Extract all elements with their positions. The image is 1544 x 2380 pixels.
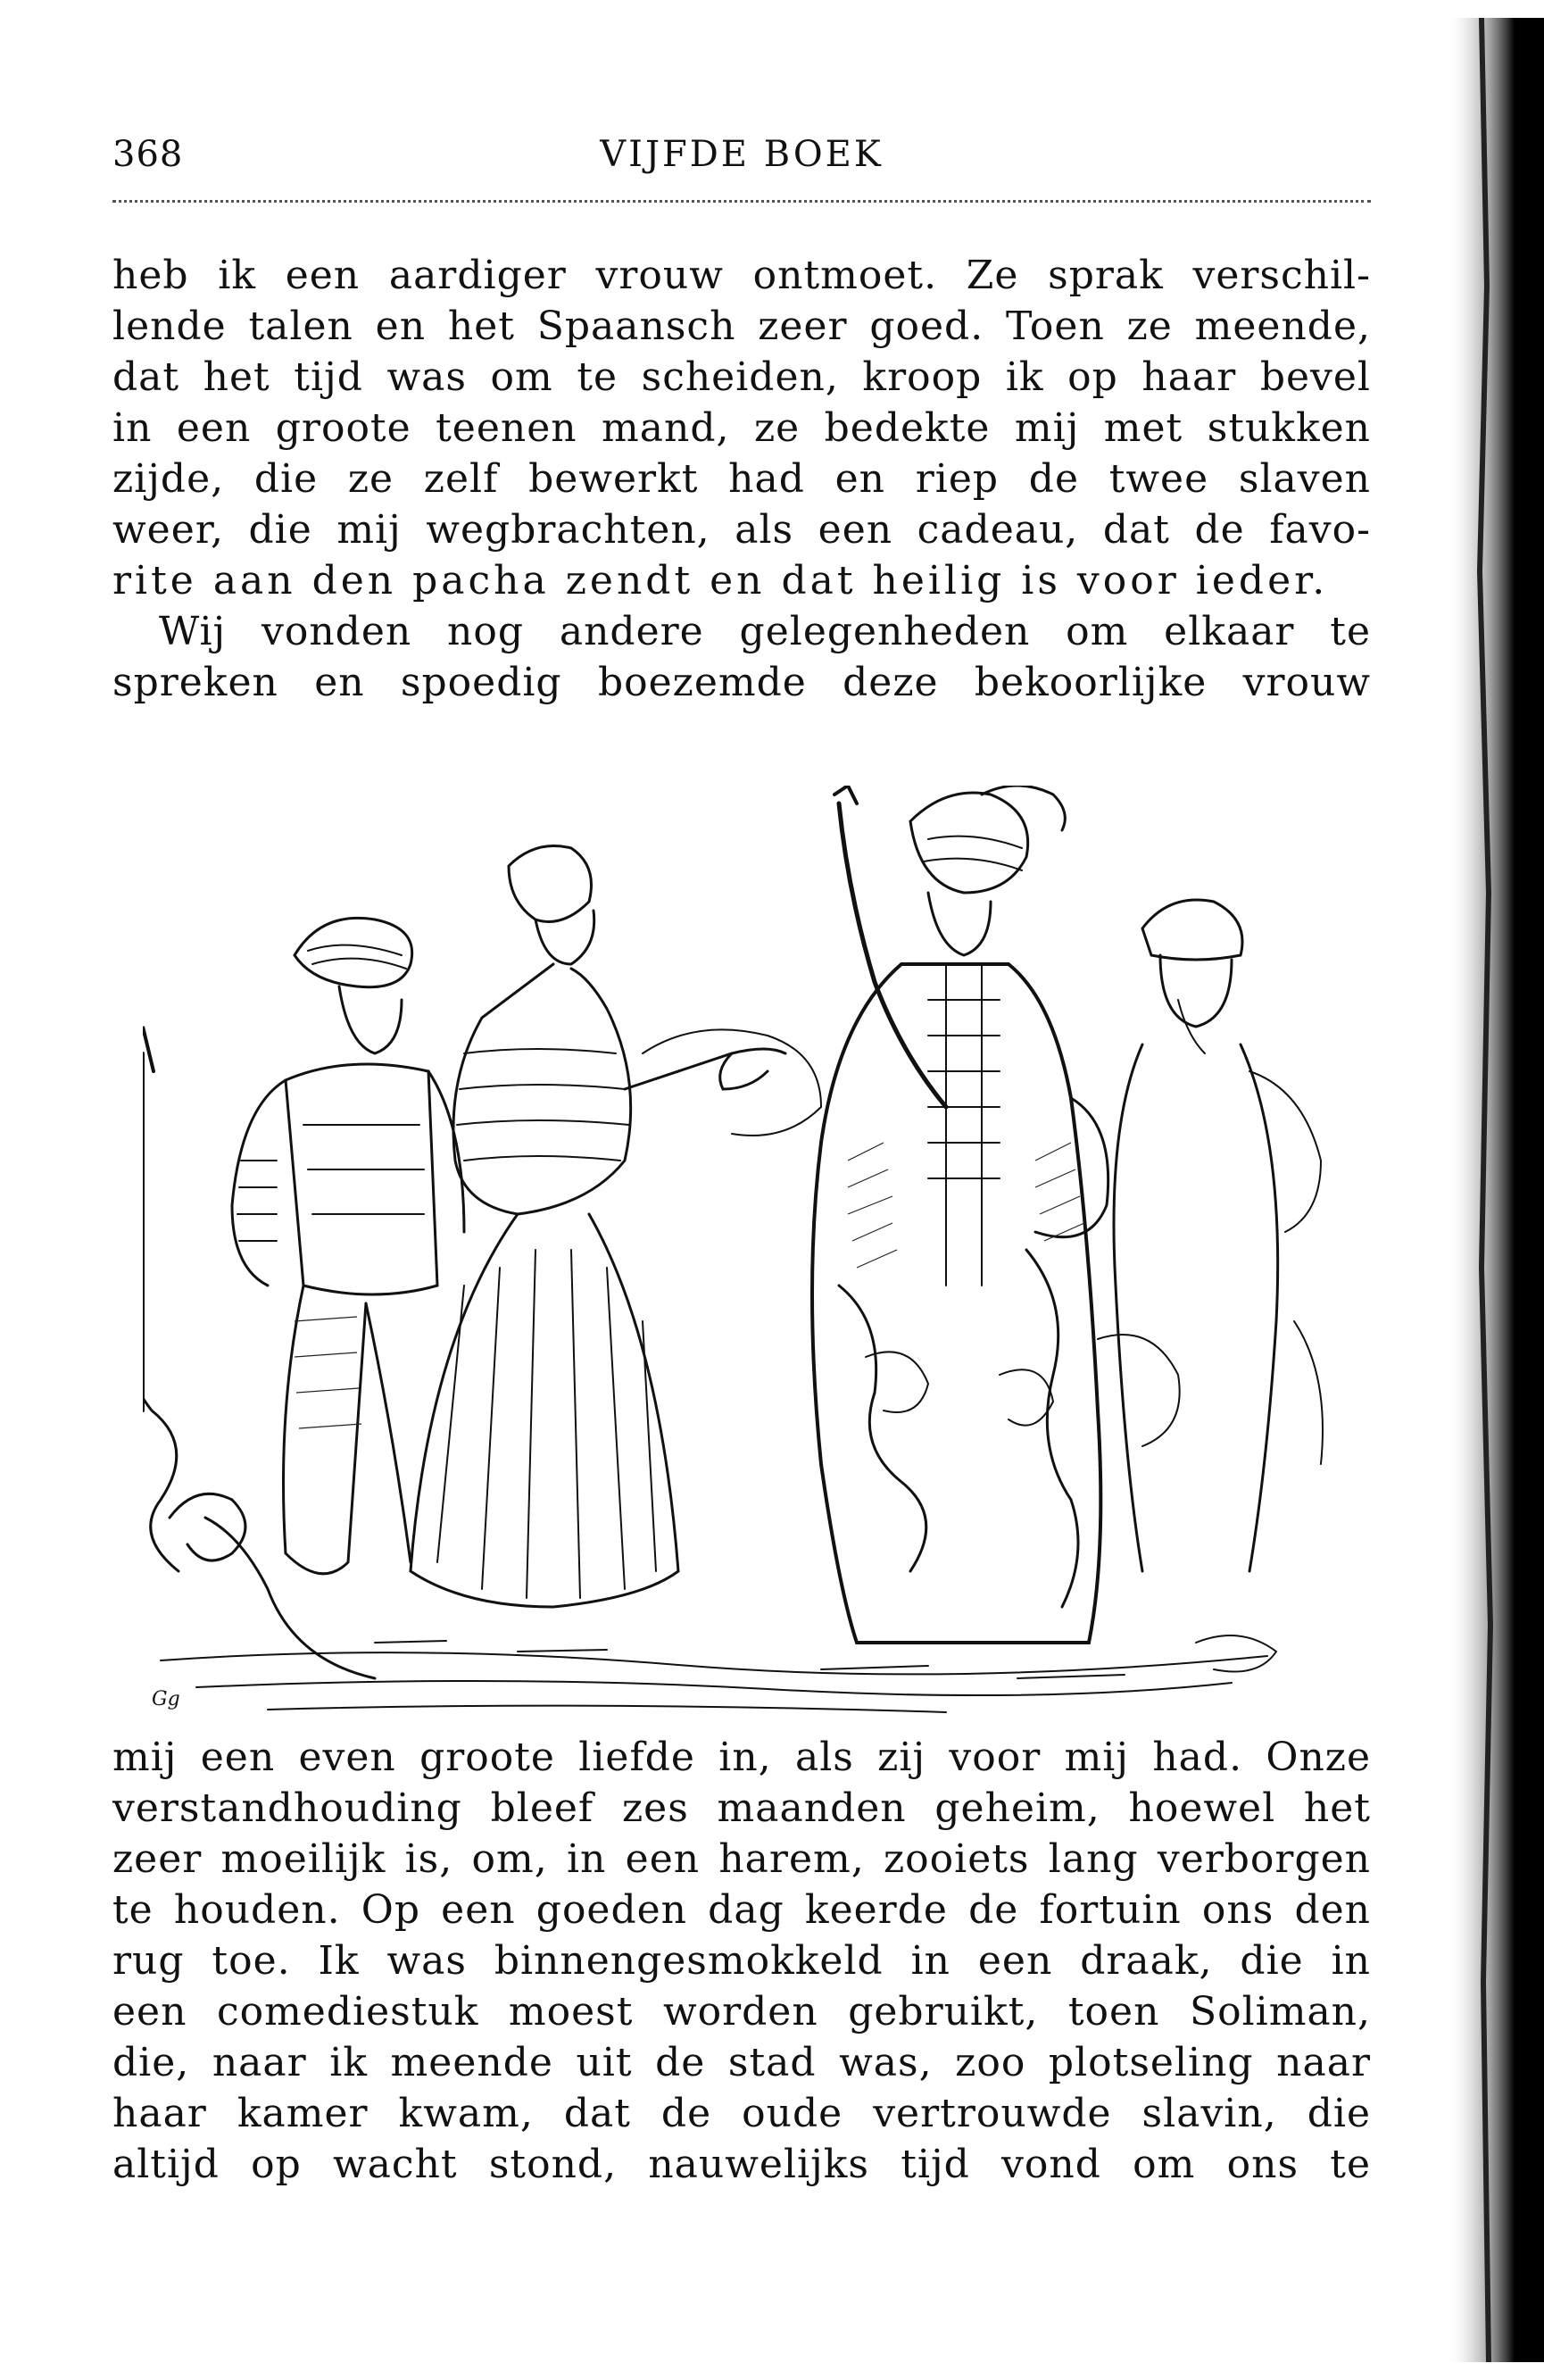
body-text-bottom: [112, 1732, 1371, 2190]
text-line: rite aan den pacha zendt en dat heilig is voor ieder.: [112, 558, 1329, 603]
text-line: lende talen en het Spaansch zeer goed. Toen ze meende,: [112, 304, 1371, 349]
text-line: zeer moeilijk is, om, in een harem, zooiets lang verborgen: [112, 1836, 1371, 1882]
text-line: mij een even groote liefde in, als zij voor mij had. Onze: [112, 1735, 1371, 1780]
text-line: Wij vonden nog andere gelegenheden om elkaar te: [159, 609, 1371, 654]
text-line: heb ik een aardiger vrouw ontmoet. Ze sprak verschil-: [112, 253, 1371, 298]
text-line: weer, die mij wegbrachten, als een cadeau, dat de favo-: [112, 507, 1371, 553]
engraving-illustration: [143, 786, 1410, 1723]
artist-signature: Gg: [152, 1688, 180, 1710]
running-head: VIJFDE BOEK: [600, 134, 884, 175]
header-rule: [112, 200, 1371, 203]
scan-edge-shadow: [1446, 18, 1544, 2362]
text-line: dat het tijd was om te scheiden, kroop ik op haar bevel: [112, 354, 1371, 400]
text-line: die, naar ik meende uit de stad was, zoo plotseling naar: [112, 2040, 1371, 2085]
text-line: verstandhouding bleef zes maanden geheim, hoewel het: [112, 1785, 1371, 1831]
text-line: altijd op wacht stond, nauwelijks tijd vond om ons te: [112, 2142, 1371, 2187]
engraving-figures: [143, 786, 1410, 1723]
text-line: te houden. Op een goeden dag keerde de fortuin ons den: [112, 1887, 1371, 1933]
text-line: zijde, die ze zelf bewerkt had en riep de twee slaven: [112, 456, 1371, 502]
text-line: spreken en spoedig boezemde deze bekoorlijke vrouw: [112, 660, 1371, 705]
page-header: [112, 134, 1371, 187]
body-text-top: [112, 250, 1371, 708]
page-number: 368: [112, 134, 184, 175]
text-line: in een groote teenen mand, ze bedekte mij met stukken: [112, 405, 1371, 451]
text-line: een comediestuk moest worden gebruikt, toen Soliman,: [112, 1989, 1371, 2035]
text-line: rug toe. Ik was binnengesmokkeld in een draak, die in: [112, 1938, 1371, 1984]
text-line: haar kamer kwam, dat de oude vertrouwde slavin, die: [112, 2091, 1371, 2136]
